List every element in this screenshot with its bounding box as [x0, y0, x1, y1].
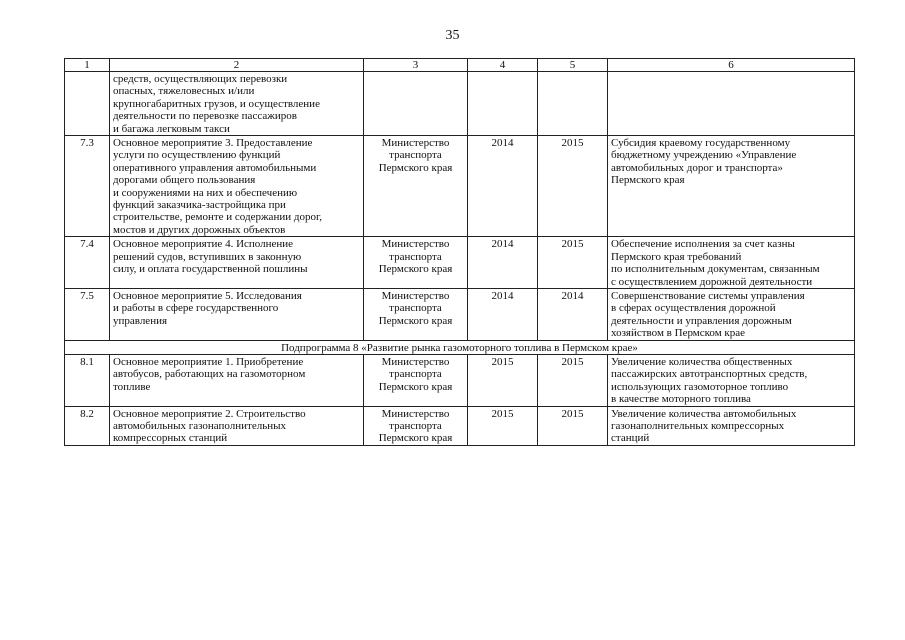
start-year-cell: 2015: [468, 354, 538, 406]
start-year-cell: 2014: [468, 136, 538, 237]
column-header: 6: [608, 59, 855, 72]
executor-cell: Министерство транспорта Пермского края: [364, 354, 468, 406]
column-header: 4: [468, 59, 538, 72]
column-header: 1: [65, 59, 110, 72]
end-year-cell: 2015: [538, 237, 608, 289]
executor-cell: [364, 72, 468, 136]
row-number-cell: [65, 72, 110, 136]
table-row: [65, 406, 855, 445]
table-row: [65, 72, 855, 136]
row-number-cell: 8.2: [65, 406, 110, 445]
table-row: [65, 354, 855, 406]
end-year-cell: 2015: [538, 136, 608, 237]
subprogram-row: [65, 340, 855, 354]
column-header: 5: [538, 59, 608, 72]
row-number-cell: 7.3: [65, 136, 110, 237]
executor-cell: Министерство транспорта Пермского края: [364, 136, 468, 237]
page-number: 35: [445, 28, 460, 43]
row-number-cell: 8.1: [65, 354, 110, 406]
column-header: 3: [364, 59, 468, 72]
event-cell: средств, осуществляющих перевозки опасных, тяжеловесных и/или крупногабаритных грузов, и осуществление деятельности по перевозке пассажиров и багажа легковым такси: [110, 72, 364, 136]
column-number-row: [65, 59, 855, 72]
executor-cell: Министерство транспорта Пермского края: [364, 237, 468, 289]
result-cell: Увеличение количества общественных пассажирских автотранспортных средств, использующих газомоторное топливо в качестве моторного топлива: [608, 354, 855, 406]
table-row: [65, 237, 855, 289]
row-number-cell: 7.5: [65, 288, 110, 340]
result-cell: Субсидия краевому государственному бюджетному учреждению «Управление автомобильных дорог и транспорта» Пермского края: [608, 136, 855, 237]
result-cell: [608, 72, 855, 136]
subprogram-title: Подпрограмма 8 «Развитие рынка газомоторного топлива в Пермском крае»: [65, 340, 855, 354]
table-row: [65, 288, 855, 340]
start-year-cell: 2014: [468, 288, 538, 340]
column-header: 2: [110, 59, 364, 72]
end-year-cell: [538, 72, 608, 136]
result-cell: Увеличение количества автомобильных газонаполнительных компрессорных станций: [608, 406, 855, 445]
event-cell: Основное мероприятие 2. Строительство автомобильных газонаполнительных компрессорных станций: [110, 406, 364, 445]
program-events-table: [64, 58, 855, 446]
executor-cell: Министерство транспорта Пермского края: [364, 288, 468, 340]
end-year-cell: 2014: [538, 288, 608, 340]
start-year-cell: 2015: [468, 406, 538, 445]
start-year-cell: 2014: [468, 237, 538, 289]
table-row: [65, 136, 855, 237]
event-cell: Основное мероприятие 5. Исследования и работы в сфере государственного управления: [110, 288, 364, 340]
executor-cell: Министерство транспорта Пермского края: [364, 406, 468, 445]
end-year-cell: 2015: [538, 354, 608, 406]
result-cell: Совершенствование системы управления в сферах осуществления дорожной деятельности и управления дорожным хозяйством в Пермском крае: [608, 288, 855, 340]
event-cell: Основное мероприятие 3. Предоставление услуги по осуществлению функций оперативного управления автомобильными дорогами общего пользования и сооружениями на них и обеспечению функций заказчика-застройщика при строительстве, ремонте и содержании дорог, мостов и других дорожных объектов: [110, 136, 364, 237]
event-cell: Основное мероприятие 4. Исполнение решений судов, вступивших в законную силу, и оплата государственной пошлины: [110, 237, 364, 289]
event-cell: Основное мероприятие 1. Приобретение автобусов, работающих на газомоторном топливе: [110, 354, 364, 406]
end-year-cell: 2015: [538, 406, 608, 445]
result-cell: Обеспечение исполнения за счет казны Пермского края требований по исполнительным документам, связанным с осуществлением дорожной деятельности: [608, 237, 855, 289]
start-year-cell: [468, 72, 538, 136]
row-number-cell: 7.4: [65, 237, 110, 289]
